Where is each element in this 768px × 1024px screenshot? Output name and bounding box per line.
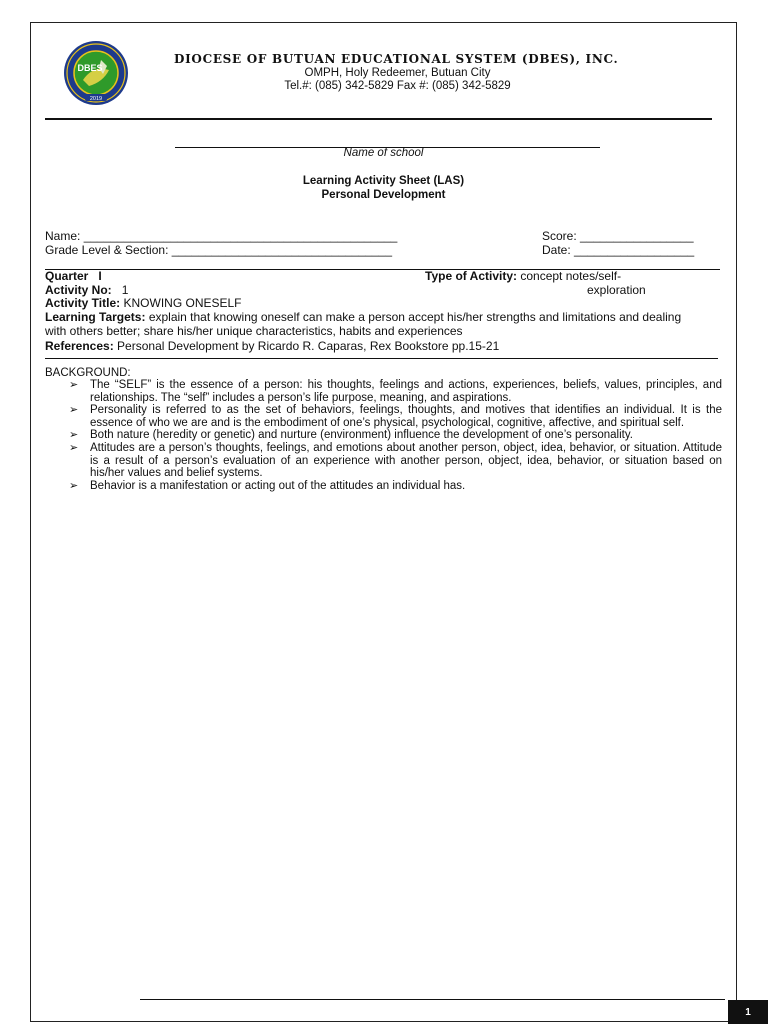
arrow-bullet-icon: ➢ <box>69 441 79 454</box>
quarter-label: Quarter <box>45 269 89 283</box>
details-divider <box>45 358 718 359</box>
date-blank: __________________ <box>574 243 695 257</box>
list-item: ➢ Both nature (heredity or genetic) and nurture (environment) influence the development of one’s personality. <box>69 429 633 442</box>
arrow-bullet-icon: ➢ <box>69 479 79 492</box>
list-item: ➢ Behavior is a manifestation or acting out of the attitudes an individual has. <box>69 479 466 492</box>
learning-targets <box>45 310 705 338</box>
list-item: ➢ The “SELF” is the essence of a person: his thoughts, feelings and actions, experiences, beliefs, values, principles, and relationships. The “self” includes a person’s life purpose, meaning, and aspirations. <box>69 379 722 404</box>
activity-no-value: 1 <box>121 283 129 297</box>
grade-section-label: Grade Level & Section: <box>45 243 169 257</box>
activity-type-value: concept notes/self- <box>520 269 622 283</box>
organization-name: DIOCESE OF BUTUAN EDUCATIONAL SYSTEM (DBES), INC. <box>174 52 619 66</box>
logo-text: DBES <box>77 63 103 73</box>
footer-line <box>140 999 725 1000</box>
sheet-subject: Personal Development <box>321 189 446 201</box>
activity-no-row <box>45 283 128 297</box>
grade-section-field[interactable] <box>45 243 392 257</box>
arrow-bullet-icon: ➢ <box>69 379 79 391</box>
arrow-bullet-icon: ➢ <box>69 404 79 417</box>
activity-title-row <box>45 296 242 310</box>
activity-type-label: Type of Activity: <box>425 269 518 283</box>
activity-type-row <box>425 269 621 283</box>
list-item: ➢ Personality is referred to as the set of behaviors, feelings, thoughts, and motives that identifies an individual. It is the essence of who we are and is the embodiment of one’s physical, psychological, cognitive, affective, and spiritual self. <box>69 404 722 429</box>
activity-title-value: KNOWING ONESELF <box>123 296 242 310</box>
score-label: Score: <box>542 229 577 243</box>
date-label: Date: <box>542 243 571 257</box>
dbes-logo <box>63 40 129 106</box>
background-heading: BACKGROUND: <box>45 367 131 379</box>
page-border <box>30 22 737 1022</box>
quarter-row <box>45 269 102 283</box>
activity-title-label: Activity Title: <box>45 296 121 310</box>
references-label: References: <box>45 339 114 353</box>
school-name-label: Name of school <box>343 147 424 159</box>
background-list <box>69 379 722 492</box>
header-divider <box>45 118 712 120</box>
sheet-title: Learning Activity Sheet (LAS) <box>302 175 465 187</box>
learning-targets-value: explain that knowing oneself can make a person accept his/her strengths and limitations and dealing with others better; share his/her unique characteristics, habits and experiences <box>45 310 682 338</box>
list-item: ➢ Attitudes are a person’s thoughts, feelings, and emotions about another person, object, idea, behavior, or situation. Attitude is a result of a person’s evaluation of an experience with another person, object, idea, behavior, or situation based on his/her values and belief systems. <box>69 441 722 480</box>
quarter-value: I <box>98 269 102 283</box>
references-value: Personal Development by Ricardo R. Caparas, Rex Bookstore pp.15-21 <box>117 339 500 353</box>
logo-year: 2019 <box>89 96 103 102</box>
learning-targets-label: Learning Targets: <box>45 310 146 324</box>
references-row <box>45 339 499 353</box>
activity-type-value-cont: exploration <box>587 283 646 297</box>
organization-address: OMPH, Holy Redeemer, Butuan City <box>304 67 491 79</box>
grade-section-blank: _________________________________ <box>171 243 392 257</box>
score-field[interactable] <box>542 229 694 243</box>
score-blank: _________________ <box>580 229 694 243</box>
name-label: Name: <box>45 229 81 243</box>
arrow-bullet-icon: ➢ <box>69 429 79 442</box>
date-field[interactable] <box>542 243 694 257</box>
name-blank: _______________________________________________ <box>83 229 398 243</box>
name-field[interactable] <box>45 229 397 243</box>
activity-no-label: Activity No: <box>45 283 112 297</box>
organization-contact: Tel.#: (085) 342-5829 Fax #: (085) 342-5829 <box>284 80 511 92</box>
page-number: 1 <box>728 1000 768 1024</box>
